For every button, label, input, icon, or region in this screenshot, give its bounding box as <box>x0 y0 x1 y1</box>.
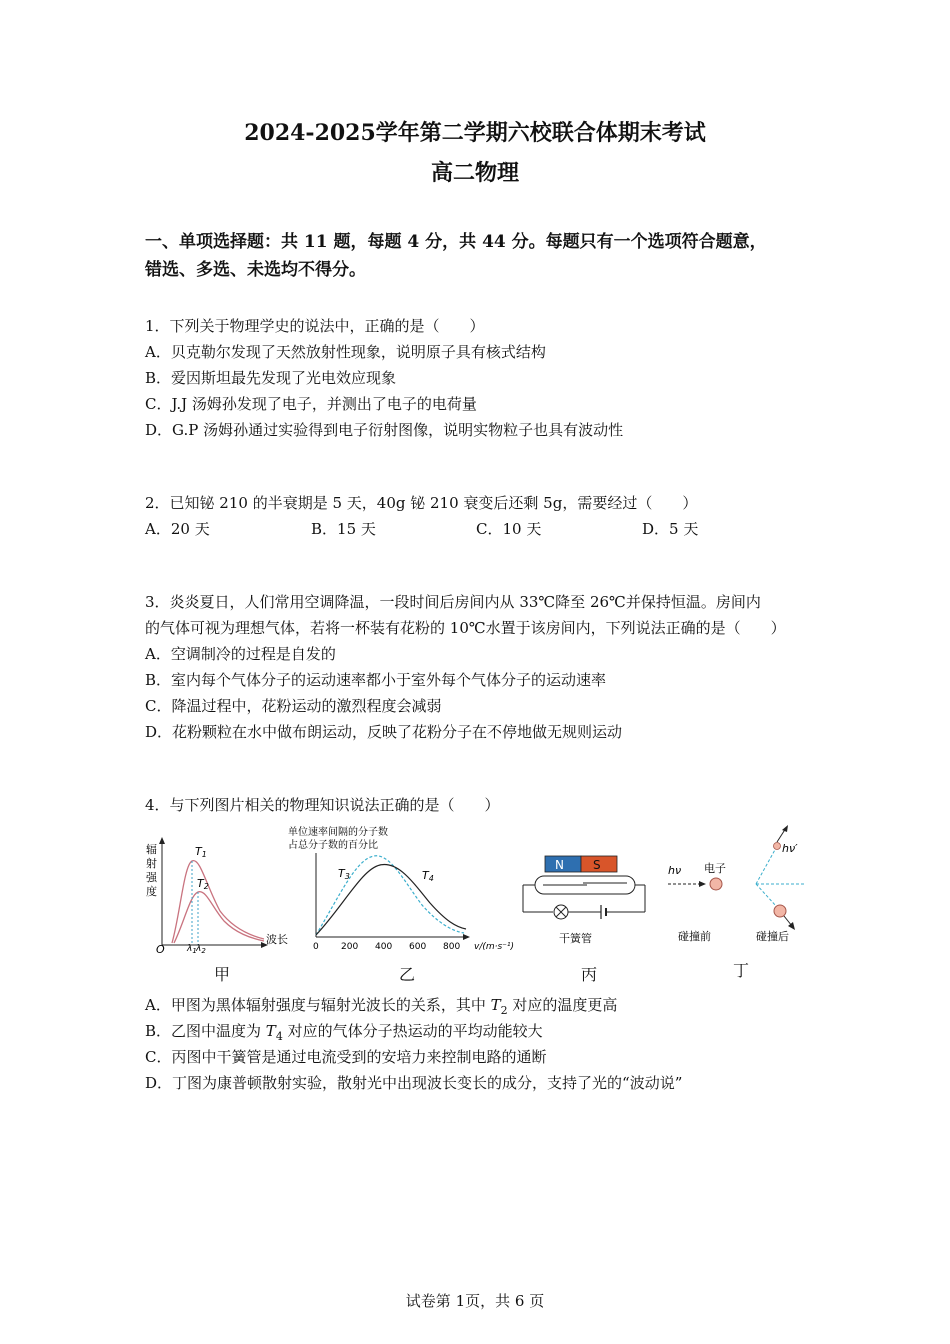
magnet-n-label: N <box>555 858 564 872</box>
yi-label-t3: T3 <box>338 867 350 881</box>
figure-bing-caption: 丙 <box>581 965 598 984</box>
ding-electron-label: 电子 <box>704 862 726 875</box>
yi-tick-800: 800 <box>443 942 461 952</box>
electron-after-icon <box>774 905 786 917</box>
exam-title: 2024-2025学年第二学期六校联合体期末考试 <box>244 120 706 146</box>
photon-scattered-icon <box>774 843 781 850</box>
section-heading <box>145 228 825 284</box>
q1-option-d: D．G.P 汤姆孙通过实验得到电子衍射图像，说明实物粒子也具有波动性 <box>145 421 624 439</box>
q3-option-d: D．花粉颗粒在水中做布朗运动，反映了花粉分子在不停地做无规则运动 <box>145 723 623 741</box>
q4-option-d: D．丁图为康普顿散射实验，散射光中出现波长变长的成分，支持了光的“波动说” <box>145 1074 683 1092</box>
jia-xlabel: 波长 <box>266 933 288 946</box>
q4-option-c: C．丙图中干簧管是通过电流受到的安培力来控制电路的通断 <box>145 1048 547 1066</box>
yi-tick-0: 0 <box>313 942 319 952</box>
figure-yi-caption: 乙 <box>399 965 416 984</box>
q2-option-d: D．5 天 <box>642 520 699 538</box>
yi-xlabel: v/(m·s⁻¹) <box>474 942 515 952</box>
jia-label-t2: T2 <box>197 877 209 891</box>
q3-option-c: C．降温过程中，花粉运动的激烈程度会减弱 <box>145 697 442 715</box>
jia-ylabel-1: 辐 <box>146 843 157 856</box>
figure-yi-maxwell <box>288 823 516 955</box>
figure-ding-compton <box>664 822 814 950</box>
section-heading-line1: 一、单项选择题：共 11 题，每题 4 分，共 44 分。每题只有一个选项符合题意， <box>145 232 767 252</box>
yi-ylabel-line2: 占总分子数的百分比 <box>288 840 378 851</box>
q1-option-a: A．贝克勒尔发现了天然放射性现象，说明原子具有核式结构 <box>145 343 546 361</box>
yi-label-t4: T4 <box>422 869 434 883</box>
yi-tick-600: 600 <box>409 942 427 952</box>
figure-ding-caption: 丁 <box>733 961 750 980</box>
q2-option-b: B．15 天 <box>311 520 376 538</box>
page-footer: 试卷第 1页，共 6 页 <box>405 1292 545 1310</box>
q4-stem: 4．与下列图片相关的物理知识说法正确的是（ ） <box>145 796 500 814</box>
yi-x-ticks <box>313 942 460 952</box>
jia-lambda2: $\lambda_2$ <box>196 944 206 955</box>
q3-option-b: B．室内每个气体分子的运动速率都小于室外每个气体分子的运动速率 <box>145 671 607 689</box>
q2-option-c: C．10 天 <box>476 520 542 538</box>
figure-jia-caption: 甲 <box>214 965 231 984</box>
jia-ylabel-2: 射 <box>146 857 157 870</box>
yi-tick-400: 400 <box>375 942 393 952</box>
electron-before-icon <box>710 878 722 890</box>
figure-bing-reed-switch <box>515 850 655 950</box>
jia-lambda1: $\lambda_1$ <box>187 944 197 955</box>
ding-hv-prime-label: hν′ <box>782 842 798 855</box>
jia-origin: O <box>156 943 165 956</box>
q2-stem: 2．已知铋 210 的半衰期是 5 天，40g 铋 210 衰变后还剩 5g，需要经过（ ） <box>145 494 698 512</box>
q2-option-a: A．20 天 <box>145 520 210 538</box>
figure-jia-blackbody <box>140 835 300 955</box>
q3-option-a: A．空调制冷的过程是自发的 <box>145 645 336 663</box>
q3-stem-line2: 的气体可视为理想气体，若将一杯装有花粉的 10℃水置于该房间内，下列说法正确的是（ ） <box>145 619 786 637</box>
jia-ylabel-4: 度 <box>146 885 157 898</box>
exam-subject: 高二物理 <box>430 160 519 186</box>
q4-option-b: B．乙图中温度为 $T_4$ 对应的气体分子热运动的平均动能较大 <box>145 1022 543 1043</box>
q1-option-c: C．J.J 汤姆孙发现了电子，并测出了电子的电荷量 <box>145 395 477 413</box>
q1-stem: 1．下列关于物理学史的说法中，正确的是（ ） <box>145 317 485 335</box>
yi-tick-200: 200 <box>341 942 359 952</box>
q3-stem-line1: 3．炎炎夏日，人们常用空调降温，一段时间后房间内从 33℃降至 26℃并保持恒温。房间内 <box>145 593 761 611</box>
ding-after-label: 碰撞后 <box>756 930 789 943</box>
ding-hv-label: hν <box>668 864 682 877</box>
q4-option-a: A．甲图为黑体辐射强度与辐射光波长的关系，其中 $T_2$ 对应的温度更高 <box>145 996 618 1017</box>
ding-before-label: 碰撞前 <box>678 930 711 943</box>
jia-ylabel-3: 强 <box>146 871 157 884</box>
jia-curve-t2 <box>174 892 264 943</box>
yi-ylabel-line1: 单位速率间隔的分子数 <box>288 827 388 838</box>
jia-curve-t1 <box>172 861 264 943</box>
magnet-s-label: S <box>593 858 601 872</box>
q1-option-b: B．爱因斯坦最先发现了光电效应现象 <box>145 369 397 387</box>
jia-label-t1: T1 <box>195 845 207 859</box>
section-heading-line2: 错选、多选、未选均不得分。 <box>145 260 366 280</box>
bing-label: 干簧管 <box>559 932 592 945</box>
